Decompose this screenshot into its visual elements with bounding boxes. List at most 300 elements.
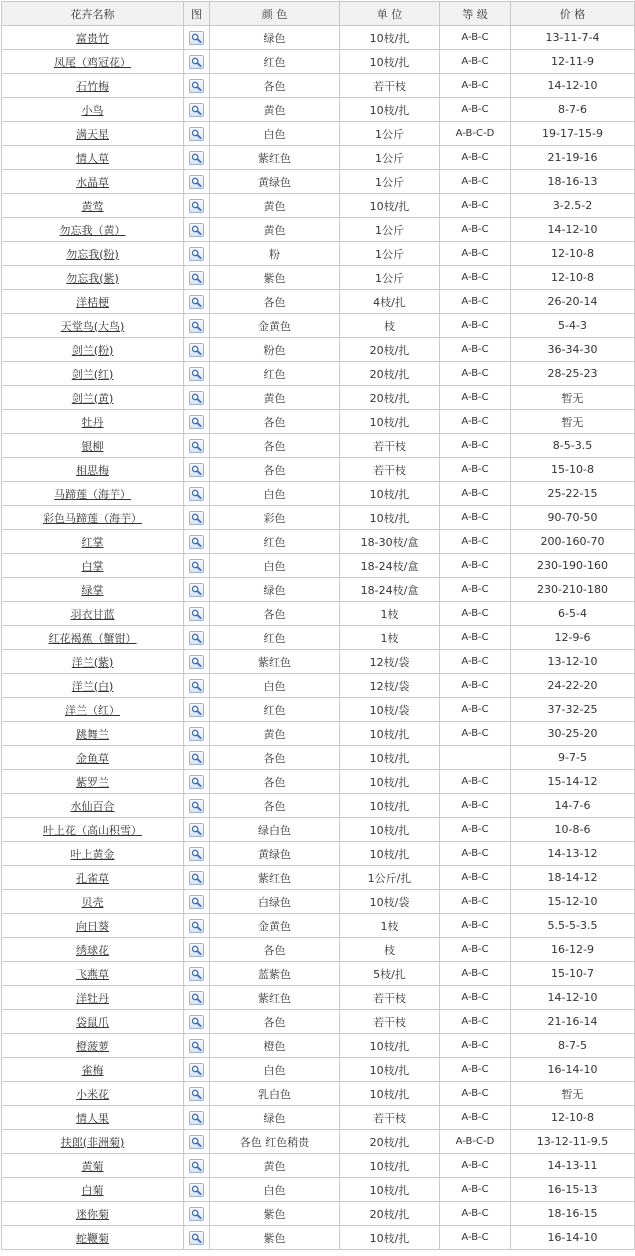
flower-name-cell <box>2 674 184 698</box>
table-row <box>2 122 635 146</box>
color-cell: 紫红色 <box>210 986 340 1010</box>
price-cell: 37-32-25 <box>511 698 635 722</box>
magnifier-icon[interactable] <box>189 463 204 477</box>
picture-cell <box>184 674 210 698</box>
table-row <box>2 50 635 74</box>
flower-name-link[interactable]: 勿忘我(粉) <box>66 247 119 261</box>
unit-cell: 1枝 <box>340 914 440 938</box>
flower-name-link[interactable]: 白菊 <box>81 1183 104 1197</box>
flower-name-link[interactable]: 蛇鞭菊 <box>76 1231 109 1245</box>
table-row <box>2 674 635 698</box>
magnifier-icon[interactable] <box>189 895 204 909</box>
flower-name-cell <box>2 698 184 722</box>
price-cell: 230-210-180 <box>511 578 635 602</box>
grade-cell: A-B-C <box>440 986 511 1010</box>
grade-cell: A-B-C <box>440 74 511 98</box>
flower-name-link[interactable]: 跳舞兰 <box>76 727 109 741</box>
color-cell: 各色 <box>210 458 340 482</box>
color-cell: 橙色 <box>210 1034 340 1058</box>
grade-cell: A-B-C <box>440 914 511 938</box>
table-row <box>2 218 635 242</box>
picture-cell <box>184 74 210 98</box>
flower-name-link[interactable]: 叶上花（高山积雪） <box>43 823 142 837</box>
flower-name-link[interactable]: 天堂鸟(大鸟) <box>60 319 125 333</box>
magnifier-icon[interactable] <box>189 967 204 981</box>
magnifier-icon[interactable] <box>189 679 204 693</box>
picture-cell <box>184 170 210 194</box>
flower-name-link[interactable]: 洋兰(紫) <box>71 655 114 669</box>
magnifier-icon[interactable] <box>189 79 204 93</box>
color-cell: 各色 <box>210 794 340 818</box>
table-row <box>2 722 635 746</box>
flower-name-cell <box>2 794 184 818</box>
picture-cell <box>184 506 210 530</box>
flower-name-cell <box>2 74 184 98</box>
magnifier-icon[interactable] <box>189 559 204 573</box>
picture-cell <box>184 866 210 890</box>
magnifier-icon[interactable] <box>189 1207 204 1221</box>
flower-name-link[interactable]: 满天星 <box>76 127 109 141</box>
picture-cell <box>184 650 210 674</box>
flower-name-cell <box>2 530 184 554</box>
table-row <box>2 770 635 794</box>
picture-cell <box>184 482 210 506</box>
magnifier-icon[interactable] <box>189 535 204 549</box>
grade-cell: A-B-C <box>440 602 511 626</box>
price-cell: 13-12-10 <box>511 650 635 674</box>
price-cell: 暂无 <box>511 1082 635 1106</box>
magnifier-icon[interactable] <box>189 631 204 645</box>
flower-name-link[interactable]: 洋桔梗 <box>76 295 109 309</box>
magnifier-icon[interactable] <box>189 1135 204 1149</box>
magnifier-icon[interactable] <box>189 847 204 861</box>
magnifier-icon[interactable] <box>189 199 204 213</box>
color-cell: 黄色 <box>210 386 340 410</box>
flower-name-link[interactable]: 小鸟 <box>81 103 104 117</box>
flower-name-cell <box>2 578 184 602</box>
flower-name-link[interactable]: 石竹梅 <box>76 79 109 93</box>
flower-name-cell <box>2 650 184 674</box>
flower-name-cell <box>2 986 184 1010</box>
unit-cell: 1公斤 <box>340 218 440 242</box>
flower-name-cell <box>2 50 184 74</box>
grade-cell: A-B-C <box>440 1058 511 1082</box>
magnifier-icon[interactable] <box>189 823 204 837</box>
flower-name-link[interactable]: 绣球花 <box>76 943 109 957</box>
flower-name-cell <box>2 458 184 482</box>
grade-cell: A-B-C <box>440 1010 511 1034</box>
magnifier-icon[interactable] <box>189 511 204 525</box>
picture-cell <box>184 578 210 602</box>
flower-name-link[interactable]: 马蹄莲（海芋） <box>54 487 131 501</box>
picture-cell <box>184 362 210 386</box>
table-row <box>2 602 635 626</box>
flower-name-link[interactable]: 黄莺 <box>81 199 104 213</box>
picture-cell <box>184 962 210 986</box>
magnifier-icon[interactable] <box>189 1231 204 1245</box>
flower-name-link[interactable]: 凤尾（鸡冠花） <box>54 55 131 69</box>
picture-cell <box>184 194 210 218</box>
magnifier-icon[interactable] <box>189 703 204 717</box>
flower-name-link[interactable]: 剑兰(粉) <box>71 343 114 357</box>
picture-cell <box>184 266 210 290</box>
price-cell: 18-14-12 <box>511 866 635 890</box>
magnifier-icon[interactable] <box>189 391 204 405</box>
table-row <box>2 26 635 50</box>
flower-name-cell <box>2 890 184 914</box>
picture-cell <box>184 1082 210 1106</box>
flower-name-link[interactable]: 黄菊 <box>81 1159 104 1173</box>
unit-cell: 1枝 <box>340 602 440 626</box>
flower-name-link[interactable]: 牡丹 <box>81 415 104 429</box>
table-row <box>2 482 635 506</box>
magnifier-icon[interactable] <box>189 1039 204 1053</box>
flower-name-link[interactable]: 情人草 <box>76 151 109 165</box>
table-row <box>2 386 635 410</box>
picture-cell <box>184 1034 210 1058</box>
flower-name-link[interactable]: 白掌 <box>81 559 104 573</box>
price-cell: 暂无 <box>511 386 635 410</box>
magnifier-icon[interactable] <box>189 1183 204 1197</box>
flower-name-cell <box>2 242 184 266</box>
grade-cell: A-B-C <box>440 362 511 386</box>
grade-cell: A-B-C <box>440 794 511 818</box>
grade-cell: A-B-C <box>440 50 511 74</box>
table-row <box>2 746 635 770</box>
price-cell: 10-8-6 <box>511 818 635 842</box>
table-row <box>2 410 635 434</box>
grade-cell <box>440 746 511 770</box>
picture-cell <box>184 602 210 626</box>
unit-cell: 1公斤/扎 <box>340 866 440 890</box>
grade-cell: A-B-C <box>440 266 511 290</box>
table-row <box>2 1178 635 1202</box>
unit-cell: 1枝 <box>340 626 440 650</box>
price-cell: 15-14-12 <box>511 770 635 794</box>
color-cell: 紫色 <box>210 1226 340 1250</box>
price-cell: 13-11-7-4 <box>511 26 635 50</box>
table-row <box>2 1010 635 1034</box>
flower-name-link[interactable]: 红花褐蕉（蟹钳） <box>48 631 137 645</box>
flower-name-link[interactable]: 叶上黄金 <box>70 847 115 861</box>
unit-cell: 10枝/扎 <box>340 1082 440 1106</box>
flower-name-link[interactable]: 洋兰（红） <box>65 703 120 717</box>
grade-cell: A-B-C <box>440 626 511 650</box>
flower-name-cell <box>2 338 184 362</box>
magnifier-icon[interactable] <box>189 55 204 69</box>
magnifier-icon[interactable] <box>189 487 204 501</box>
unit-cell: 10枝/扎 <box>340 722 440 746</box>
picture-cell <box>184 1106 210 1130</box>
flower-name-cell <box>2 290 184 314</box>
flower-name-link[interactable]: 孔雀草 <box>76 871 109 885</box>
magnifier-icon[interactable] <box>189 439 204 453</box>
flower-name-link[interactable]: 剑兰(红) <box>71 367 114 381</box>
price-cell: 3-2.5-2 <box>511 194 635 218</box>
color-cell: 彩色 <box>210 506 340 530</box>
unit-cell: 若干枝 <box>340 986 440 1010</box>
flower-name-link[interactable]: 洋兰(白) <box>71 679 114 693</box>
color-cell: 绿色 <box>210 1106 340 1130</box>
picture-cell <box>184 722 210 746</box>
flower-name-link[interactable]: 情人果 <box>76 1111 109 1125</box>
unit-cell: 10枝/扎 <box>340 194 440 218</box>
flower-name-link[interactable]: 彩色马蹄莲（海芋） <box>43 511 142 525</box>
price-cell: 36-34-30 <box>511 338 635 362</box>
price-cell: 25-22-15 <box>511 482 635 506</box>
table-row <box>2 506 635 530</box>
magnifier-icon[interactable] <box>189 319 204 333</box>
grade-cell: A-B-C <box>440 722 511 746</box>
table-row <box>2 842 635 866</box>
price-cell: 5.5-5-3.5 <box>511 914 635 938</box>
price-cell: 14-13-11 <box>511 1154 635 1178</box>
flower-name-link[interactable]: 洋牡丹 <box>76 991 109 1005</box>
table-row <box>2 1058 635 1082</box>
unit-cell: 若干枝 <box>340 1106 440 1130</box>
table-row <box>2 962 635 986</box>
flower-name-link[interactable]: 飞燕草 <box>76 967 109 981</box>
table-row <box>2 1154 635 1178</box>
grade-cell: A-B-C <box>440 818 511 842</box>
color-cell: 黄色 <box>210 722 340 746</box>
flower-name-link[interactable]: 剑兰(黄) <box>71 391 114 405</box>
color-cell: 乳白色 <box>210 1082 340 1106</box>
price-cell: 24-22-20 <box>511 674 635 698</box>
flower-name-cell <box>2 26 184 50</box>
picture-cell <box>184 314 210 338</box>
color-cell: 白色 <box>210 122 340 146</box>
unit-cell: 10枝/扎 <box>340 1058 440 1082</box>
unit-cell: 10枝/扎 <box>340 1154 440 1178</box>
magnifier-icon[interactable] <box>189 415 204 429</box>
magnifier-icon[interactable] <box>189 751 204 765</box>
flower-name-cell <box>2 866 184 890</box>
price-cell: 26-20-14 <box>511 290 635 314</box>
grade-cell: A-B-C <box>440 146 511 170</box>
price-cell: 21-16-14 <box>511 1010 635 1034</box>
magnifier-icon[interactable] <box>189 343 204 357</box>
magnifier-icon[interactable] <box>189 295 204 309</box>
magnifier-icon[interactable] <box>189 799 204 813</box>
grade-cell: A-B-C <box>440 1202 511 1226</box>
magnifier-icon[interactable] <box>189 223 204 237</box>
unit-cell: 1公斤 <box>340 170 440 194</box>
flower-name-link[interactable]: 紫罗兰 <box>76 775 109 789</box>
magnifier-icon[interactable] <box>189 607 204 621</box>
picture-cell <box>184 1178 210 1202</box>
flower-name-cell <box>2 386 184 410</box>
flower-name-cell <box>2 842 184 866</box>
flower-name-link[interactable]: 雀梅 <box>81 1063 104 1077</box>
price-cell: 21-19-16 <box>511 146 635 170</box>
flower-name-link[interactable]: 贝壳 <box>81 895 104 909</box>
picture-cell <box>184 698 210 722</box>
color-cell: 黄绿色 <box>210 170 340 194</box>
color-cell: 白色 <box>210 482 340 506</box>
flower-name-link[interactable]: 迷你菊 <box>76 1207 109 1221</box>
picture-cell <box>184 794 210 818</box>
flower-name-cell <box>2 1058 184 1082</box>
grade-cell: A-B-C <box>440 242 511 266</box>
flower-name-link[interactable]: 扶郎(非洲菊) <box>60 1135 125 1149</box>
flower-name-cell <box>2 266 184 290</box>
flower-name-link[interactable]: 水晶草 <box>76 175 109 189</box>
magnifier-icon[interactable] <box>189 1015 204 1029</box>
grade-cell: A-B-C <box>440 890 511 914</box>
grade-cell: A-B-C <box>440 338 511 362</box>
magnifier-icon[interactable] <box>189 127 204 141</box>
grade-cell: A-B-C <box>440 482 511 506</box>
grade-cell: A-B-C <box>440 458 511 482</box>
flower-name-cell <box>2 170 184 194</box>
flower-name-link[interactable]: 勿忘我(紫) <box>66 271 119 285</box>
magnifier-icon[interactable] <box>189 775 204 789</box>
picture-cell <box>184 410 210 434</box>
picture-cell <box>184 218 210 242</box>
grade-cell: A-B-C <box>440 578 511 602</box>
flower-name-link[interactable]: 富贵竹 <box>76 31 109 45</box>
price-cell: 19-17-15-9 <box>511 122 635 146</box>
unit-cell: 1公斤 <box>340 266 440 290</box>
flower-name-link[interactable]: 小米花 <box>76 1087 109 1101</box>
picture-cell <box>184 338 210 362</box>
price-cell: 13-12-11-9.5 <box>511 1130 635 1154</box>
price-cell: 5-4-3 <box>511 314 635 338</box>
color-cell: 粉色 <box>210 338 340 362</box>
flower-name-link[interactable]: 勿忘我（黄） <box>59 223 126 237</box>
price-cell: 18-16-15 <box>511 1202 635 1226</box>
flower-name-link[interactable]: 绿掌 <box>81 583 104 597</box>
table-row <box>2 74 635 98</box>
flower-name-cell <box>2 434 184 458</box>
unit-cell: 若干枝 <box>340 434 440 458</box>
unit-cell: 10枝/袋 <box>340 890 440 914</box>
table-row <box>2 314 635 338</box>
picture-cell <box>184 1154 210 1178</box>
price-cell: 8-7-5 <box>511 1034 635 1058</box>
magnifier-icon[interactable] <box>189 727 204 741</box>
grade-cell: A-B-C <box>440 1082 511 1106</box>
magnifier-icon[interactable] <box>189 655 204 669</box>
magnifier-icon[interactable] <box>189 991 204 1005</box>
magnifier-icon[interactable] <box>189 1087 204 1101</box>
color-cell: 各色 <box>210 434 340 458</box>
unit-cell: 10枝/袋 <box>340 698 440 722</box>
picture-cell <box>184 890 210 914</box>
magnifier-icon[interactable] <box>189 1111 204 1125</box>
flower-name-link[interactable]: 红掌 <box>81 535 104 549</box>
flower-name-link[interactable]: 银柳 <box>81 439 104 453</box>
flower-name-link[interactable]: 橙菠萝 <box>76 1039 109 1053</box>
price-cell: 14-7-6 <box>511 794 635 818</box>
color-cell: 蓝紫色 <box>210 962 340 986</box>
grade-cell: A-B-C <box>440 1154 511 1178</box>
flower-name-cell <box>2 626 184 650</box>
flower-name-link[interactable]: 相思梅 <box>76 463 109 477</box>
flower-name-cell <box>2 1178 184 1202</box>
magnifier-icon[interactable] <box>189 1063 204 1077</box>
magnifier-icon[interactable] <box>189 1159 204 1173</box>
grade-cell: A-B-C <box>440 650 511 674</box>
flower-name-cell <box>2 818 184 842</box>
price-cell: 14-12-10 <box>511 986 635 1010</box>
picture-cell <box>184 746 210 770</box>
color-cell: 紫红色 <box>210 866 340 890</box>
magnifier-icon[interactable] <box>189 151 204 165</box>
grade-cell: A-B-C <box>440 698 511 722</box>
unit-cell: 10枝/扎 <box>340 482 440 506</box>
unit-cell: 5枝/扎 <box>340 962 440 986</box>
price-cell: 8-5-3.5 <box>511 434 635 458</box>
picture-cell <box>184 1010 210 1034</box>
price-cell: 16-14-10 <box>511 1226 635 1250</box>
flower-name-link[interactable]: 向日葵 <box>76 919 109 933</box>
header-grade: 等 级 <box>440 2 511 26</box>
color-cell: 白色 <box>210 554 340 578</box>
table-row <box>2 890 635 914</box>
color-cell: 各色 <box>210 1010 340 1034</box>
table-row <box>2 458 635 482</box>
grade-cell: A-B-C-D <box>440 122 511 146</box>
unit-cell: 10枝/扎 <box>340 506 440 530</box>
magnifier-icon[interactable] <box>189 583 204 597</box>
grade-cell: A-B-C <box>440 1178 511 1202</box>
color-cell: 各色 <box>210 290 340 314</box>
unit-cell: 10枝/扎 <box>340 98 440 122</box>
picture-cell <box>184 242 210 266</box>
magnifier-icon[interactable] <box>189 103 204 117</box>
table-row <box>2 1106 635 1130</box>
table-row <box>2 1034 635 1058</box>
flower-name-link[interactable]: 袋鼠爪 <box>76 1015 109 1029</box>
magnifier-icon[interactable] <box>189 271 204 285</box>
flower-name-link[interactable]: 金鱼草 <box>76 751 109 765</box>
table-row <box>2 362 635 386</box>
magnifier-icon[interactable] <box>189 367 204 381</box>
flower-name-cell <box>2 1034 184 1058</box>
picture-cell <box>184 986 210 1010</box>
magnifier-icon[interactable] <box>189 175 204 189</box>
picture-cell <box>184 458 210 482</box>
flower-name-link[interactable]: 水仙百合 <box>70 799 115 813</box>
flower-name-link[interactable]: 羽衣甘蓝 <box>70 607 115 621</box>
flower-name-cell <box>2 122 184 146</box>
header-name: 花卉名称 <box>2 2 184 26</box>
flower-name-cell <box>2 722 184 746</box>
grade-cell: A-B-C <box>440 314 511 338</box>
color-cell: 白色 <box>210 1058 340 1082</box>
magnifier-icon[interactable] <box>189 943 204 957</box>
color-cell: 白色 <box>210 674 340 698</box>
flower-name-cell <box>2 410 184 434</box>
magnifier-icon[interactable] <box>189 31 204 45</box>
unit-cell: 枝 <box>340 314 440 338</box>
magnifier-icon[interactable] <box>189 871 204 885</box>
table-row <box>2 266 635 290</box>
flower-price-table <box>1 1 635 1250</box>
table-row <box>2 194 635 218</box>
unit-cell: 10枝/扎 <box>340 794 440 818</box>
magnifier-icon[interactable] <box>189 919 204 933</box>
table-row <box>2 578 635 602</box>
color-cell: 紫色 <box>210 266 340 290</box>
flower-name-cell <box>2 914 184 938</box>
magnifier-icon[interactable] <box>189 247 204 261</box>
picture-cell <box>184 434 210 458</box>
table-row <box>2 338 635 362</box>
picture-cell <box>184 1058 210 1082</box>
